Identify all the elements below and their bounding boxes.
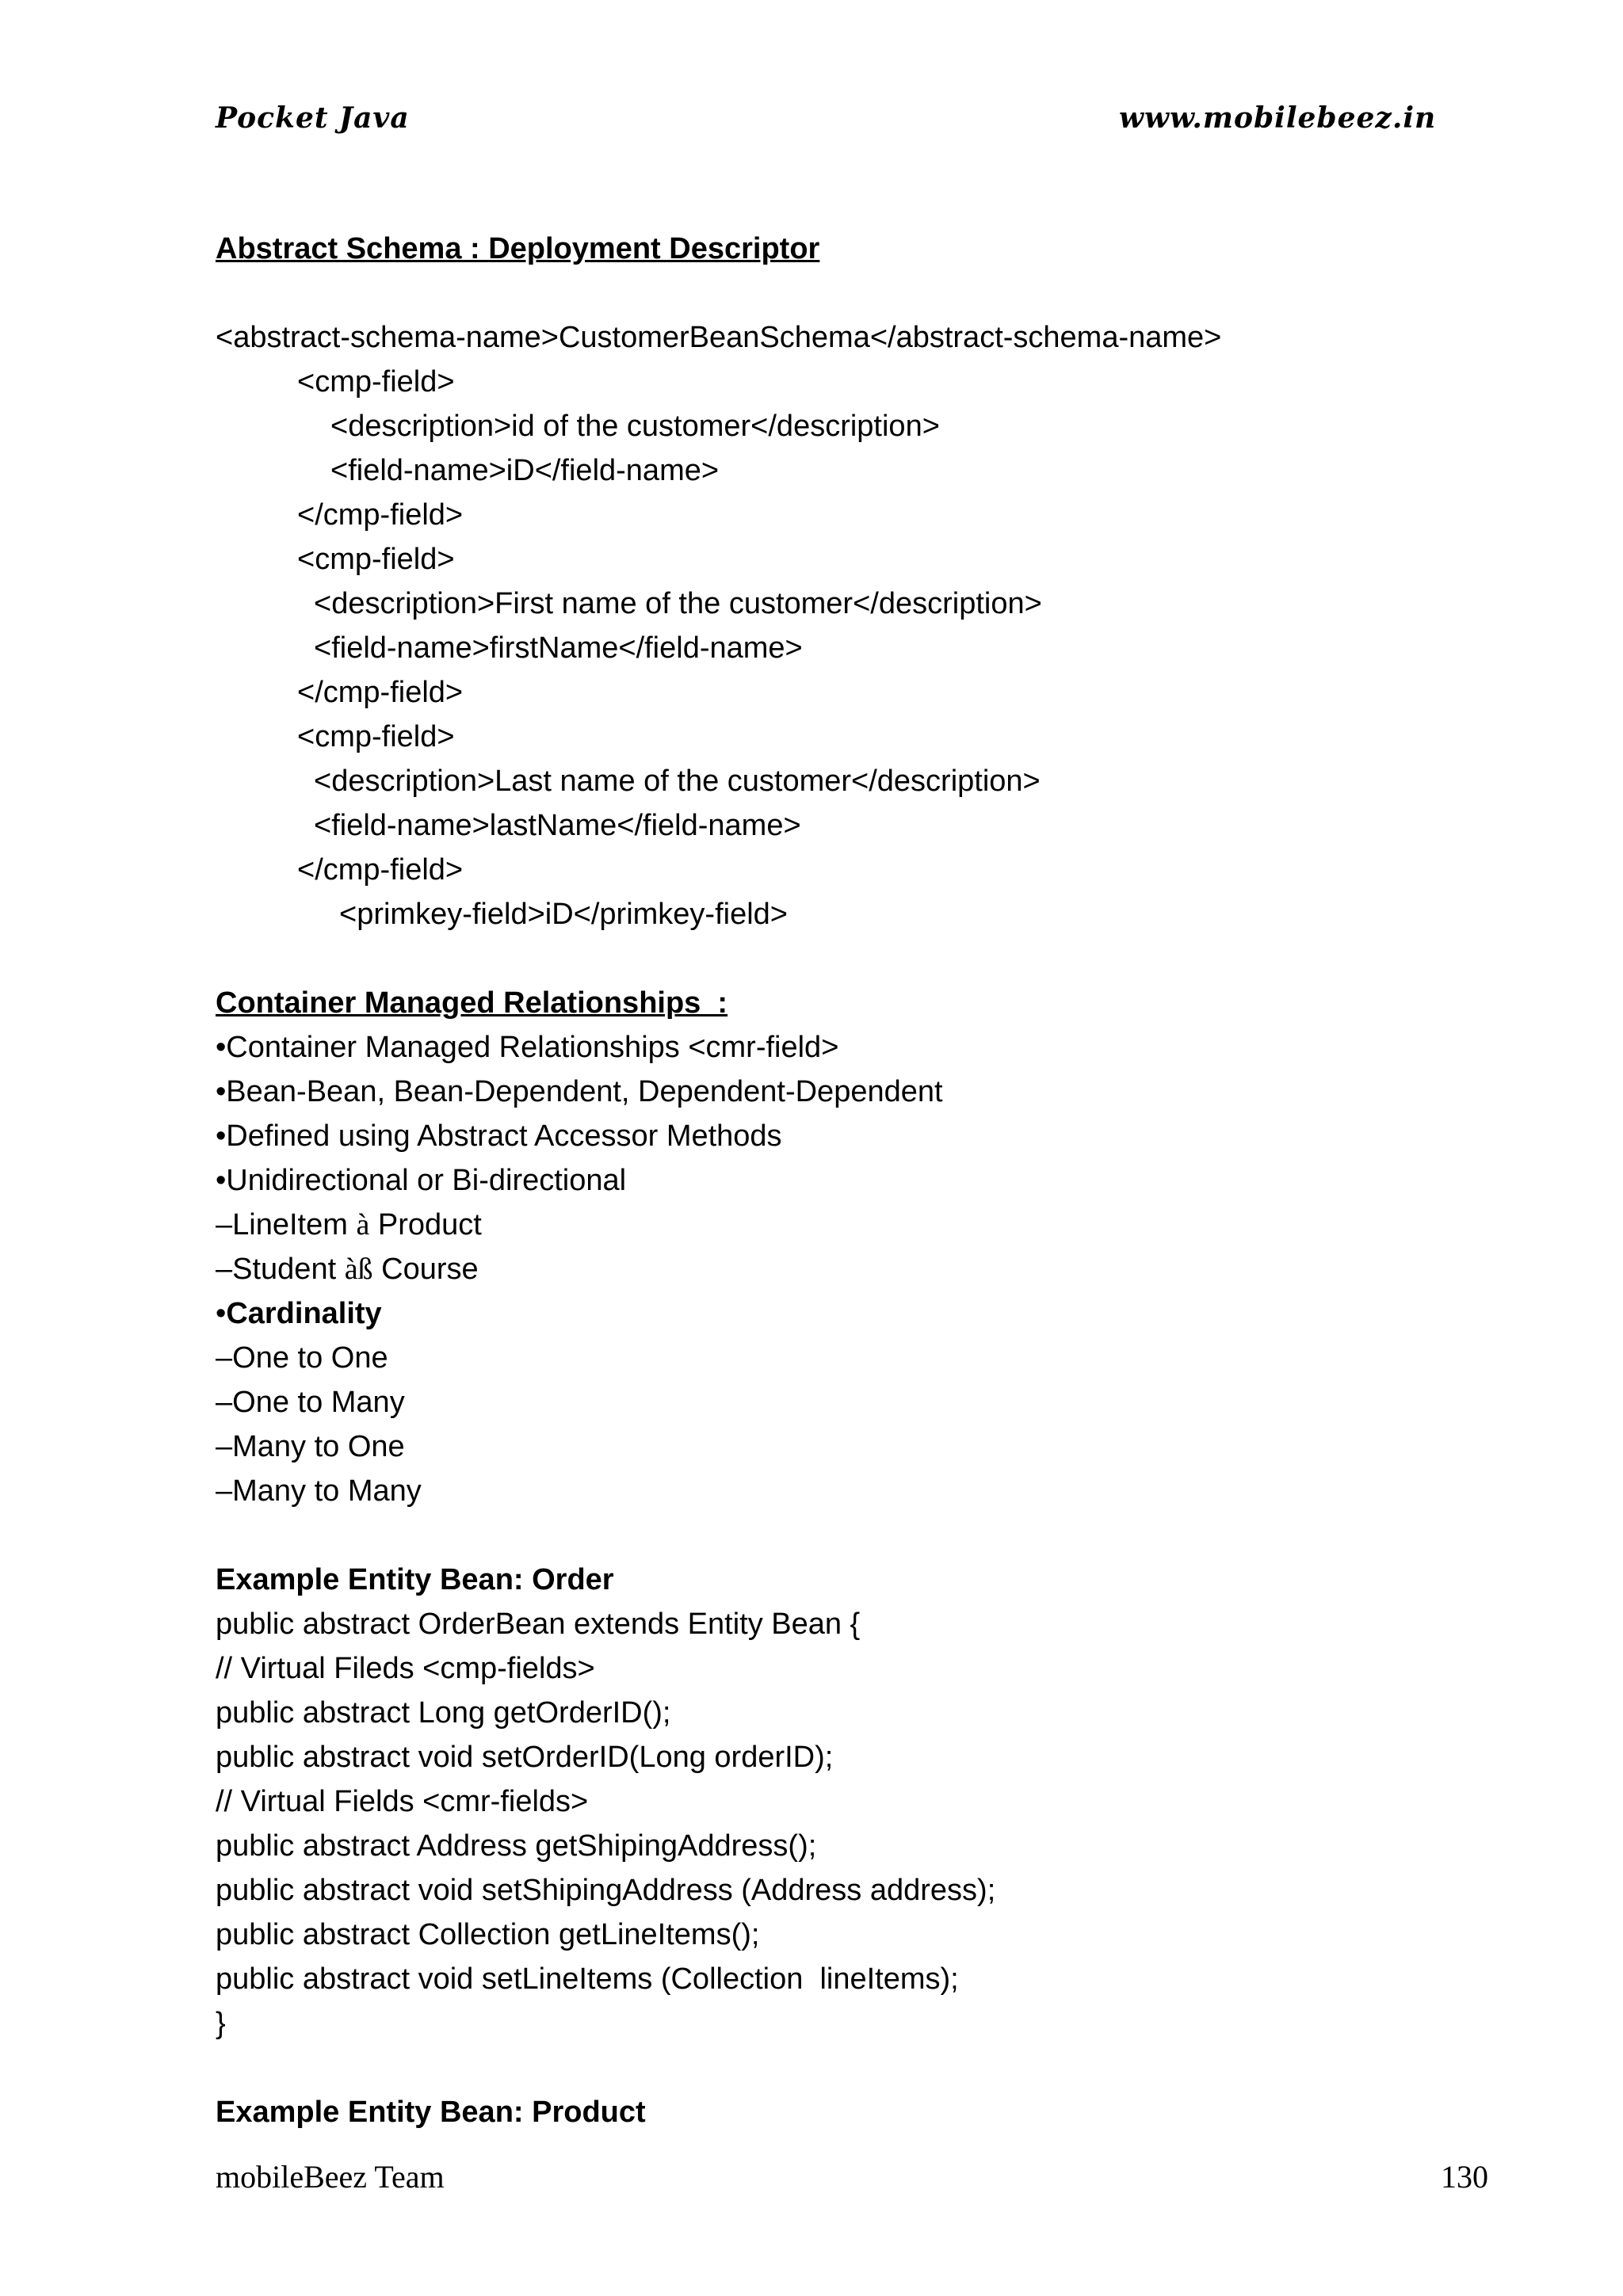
spacer <box>216 271 1484 315</box>
schema-line: <cmp-field> <box>297 365 455 399</box>
cardinality-label: Cardinality <box>226 1297 382 1330</box>
order-code-block <box>216 1602 1484 2046</box>
schema-line: </cmp-field> <box>297 676 464 709</box>
section-title-order-example: Example Entity Bean: Order <box>216 1563 614 1596</box>
code-line: public abstract Address getShipingAddress(); <box>216 1829 817 1863</box>
list-item-text: –Student <box>216 1253 345 1286</box>
list-item: –One to Many <box>216 1386 405 1419</box>
list-item-student-course <box>216 1247 1484 1291</box>
header-title: Pocket Java <box>216 101 410 135</box>
schema-line: <abstract-schema-name>CustomerBeanSchema</abstract-schema-name> <box>216 321 1222 354</box>
code-line: public abstract OrderBean extends Entity Bean { <box>216 1608 861 1641</box>
schema-line: <description>First name of the customer</description> <box>314 587 1042 620</box>
spacer <box>216 1513 1484 1558</box>
section-title-product-example: Example Entity Bean: Product <box>216 2096 646 2129</box>
bidirectional-arrow-symbol: àß <box>344 1253 373 1286</box>
schema-line: <field-name>firstName</field-name> <box>314 631 803 665</box>
list-item: •Bean-Bean, Bean-Dependent, Dependent-Dependent <box>216 1075 943 1108</box>
list-item: •Defined using Abstract Accessor Methods <box>216 1119 782 1153</box>
schema-line: <primkey-field>iD</primkey-field> <box>339 898 788 931</box>
code-line: } <box>216 2007 226 2040</box>
list-item-text: Course <box>372 1253 479 1286</box>
code-line: public abstract Collection getLineItems(); <box>216 1918 760 1951</box>
list-item-text: –LineItem <box>216 1208 357 1241</box>
list-item: •Unidirectional or Bi-directional <box>216 1164 627 1197</box>
schema-line: <field-name>iD</field-name> <box>330 454 720 487</box>
section-title-cmr: Container Managed Relationships : <box>216 986 728 1020</box>
spacer <box>216 936 1484 981</box>
list-item-lineitem-product <box>216 1203 1484 1247</box>
list-item: –One to One <box>216 1341 388 1375</box>
list-item-text: Product <box>369 1208 482 1241</box>
section-title-abstract-schema: Abstract Schema : Deployment Descriptor <box>216 232 820 265</box>
schema-code-block <box>216 315 1484 936</box>
list-item: –Many to One <box>216 1430 405 1463</box>
footer-team: mobileBeez Team <box>216 2159 445 2195</box>
schema-line: <field-name>lastName</field-name> <box>314 809 801 842</box>
code-line: public abstract void setShipingAddress (Address address); <box>216 1874 996 1907</box>
spacer <box>216 2046 1484 2090</box>
schema-line: </cmp-field> <box>297 853 464 887</box>
list-item-cardinality <box>216 1291 1484 1336</box>
page-body <box>216 227 1484 2134</box>
arrow-symbol: à <box>356 1208 370 1241</box>
code-line: // Virtual Fields <cmr-fields> <box>216 1785 589 1818</box>
schema-line: <cmp-field> <box>297 543 455 576</box>
page-number: 130 <box>1441 2159 1488 2195</box>
schema-line: </cmp-field> <box>297 498 464 532</box>
code-line: public abstract Long getOrderID(); <box>216 1696 671 1730</box>
schema-line: <cmp-field> <box>297 720 455 753</box>
schema-line: <description>id of the customer</description> <box>330 410 940 443</box>
code-line: public abstract void setLineItems (Collection lineItems); <box>216 1962 959 1996</box>
bullet: • <box>216 1297 227 1330</box>
list-item: •Container Managed Relationships <cmr-field> <box>216 1031 839 1064</box>
list-item: –Many to Many <box>216 1474 422 1508</box>
code-line: public abstract void setOrderID(Long orderID); <box>216 1741 834 1774</box>
header-website: www.mobilebeez.in <box>1119 101 1437 135</box>
schema-line: <description>Last name of the customer</description> <box>314 765 1041 798</box>
code-line: // Virtual Fileds <cmp-fields> <box>216 1652 595 1685</box>
